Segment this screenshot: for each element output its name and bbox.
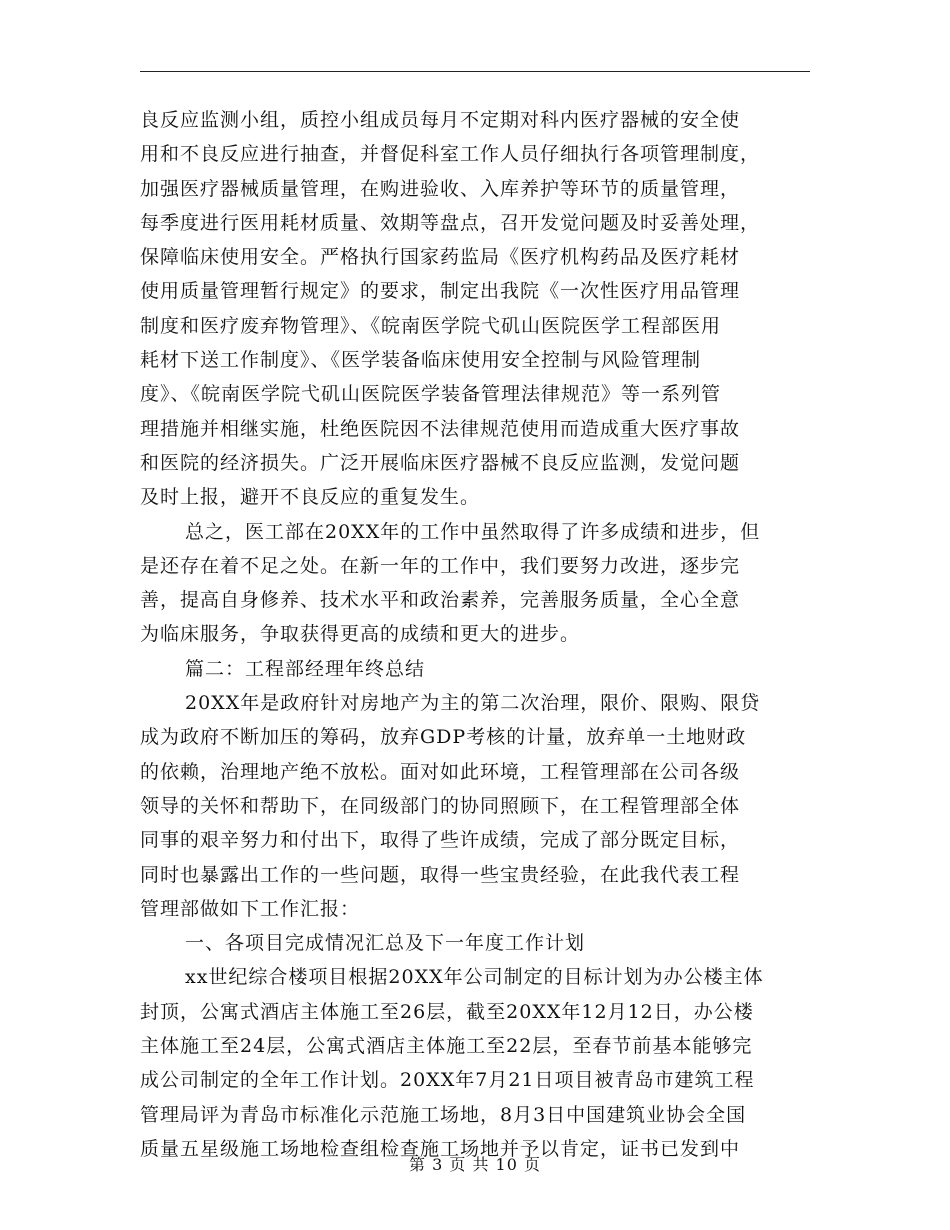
- body-text: [140, 103, 820, 1166]
- text-line: 管理局评为青岛市标准化示范施工场地，8月3日中国建筑业协会全国: [140, 1103, 747, 1126]
- text-line: 用和不良反应进行抽查，并督促科室工作人员仔细执行各项管理制度，: [140, 143, 761, 166]
- text-line: 管理部做如下工作汇报：: [140, 897, 361, 920]
- text-line: 成公司制定的全年工作计划。20XX年7月21日项目被青岛市建筑工程: [140, 1069, 755, 1092]
- text-line: 的依赖，治理地产绝不放松。面对如此环境，工程管理部在公司各级: [140, 760, 741, 783]
- text-line: 同时也暴露出工作的一些问题，取得一些宝贵经验，在此我代表工程: [140, 863, 741, 886]
- text-line: 主体施工至24层，公寓式酒店主体施工至22层，至春节前基本能够完: [140, 1035, 753, 1058]
- text-line: 质量五星级施工场地检查组检查施工场地并予以肯定，证书已发到中: [140, 1137, 741, 1160]
- text-line: 篇二：工程部经理年终总结: [185, 657, 426, 680]
- text-line: 良反应监测小组，质控小组成员每月不定期对科内医疗器械的安全使: [140, 109, 741, 131]
- text-line: 制度和医疗废弃物管理》、《皖南医学院弋矶山医院医学工程部医用: [140, 314, 722, 337]
- text-line: xx世纪综合楼项目根据20XX年公司制定的目标计划为办公楼主体: [185, 966, 764, 989]
- text-line: 理措施并相继实施，杜绝医院因不法律规范使用而造成重大医疗事故: [140, 417, 741, 440]
- text-line: 是还存在着不足之处。在新一年的工作中，我们要努力改进，逐步完: [140, 554, 741, 577]
- text-line: 成为政府不断加压的筹码，放弃GDP考核的计量，放弃单一土地财政: [140, 726, 747, 749]
- page-footer: 第 3 页 共 10 页: [409, 1155, 541, 1174]
- text-line: 总之，医工部在20XX年的工作中虽然取得了许多成绩和进步，但: [185, 520, 761, 543]
- text-line: 及时上报，避开不良反应的重复发生。: [140, 486, 481, 509]
- text-line: 封顶，公寓式酒店主体施工至26层，截至20XX年12月12日，办公楼: [140, 1000, 754, 1023]
- text-line: 每季度进行医用耗材质量、效期等盘点，召开发觉问题及时妥善处理，: [140, 211, 761, 234]
- text-line: 度》、《皖南医学院弋矶山医院医学装备管理法律规范》等一系列管: [140, 383, 722, 406]
- text-line: 保障临床使用安全。严格执行国家药监局《医疗机构药品及医疗耗材: [140, 246, 741, 269]
- text-line: 善，提高自身修养、技术水平和政治素养，完善服务质量，全心全意: [140, 589, 741, 612]
- text-line: 一、各项目完成情况汇总及下一年度工作计划: [185, 932, 586, 955]
- text-line: 20XX年是政府针对房地产为主的第二次治理，限价、限购、限贷: [185, 692, 761, 715]
- text-line: 同事的艰辛努力和付出下，取得了些许成绩，完成了部分既定目标，: [140, 829, 741, 852]
- text-line: 使用质量管理暂行规定》的要求，制定出我院《一次性医疗用品管理: [140, 280, 741, 303]
- text-line: 为临床服务，争取获得更高的成绩和更大的进步。: [140, 623, 581, 646]
- text-line: 领导的关怀和帮助下，在同级部门的协同照顾下，在工程管理部全体: [140, 794, 741, 817]
- text-line: 加强医疗器械质量管理，在购进验收、入库养护等环节的质量管理，: [140, 177, 741, 200]
- text-line: 和医院的经济损失。广泛开展临床医疗器械不良反应监测，发觉问题: [140, 451, 741, 474]
- text-line: 耗材下送工作制度》、《医学装备临床使用安全控制与风险管理制: [140, 349, 702, 372]
- header-rule: [140, 71, 810, 72]
